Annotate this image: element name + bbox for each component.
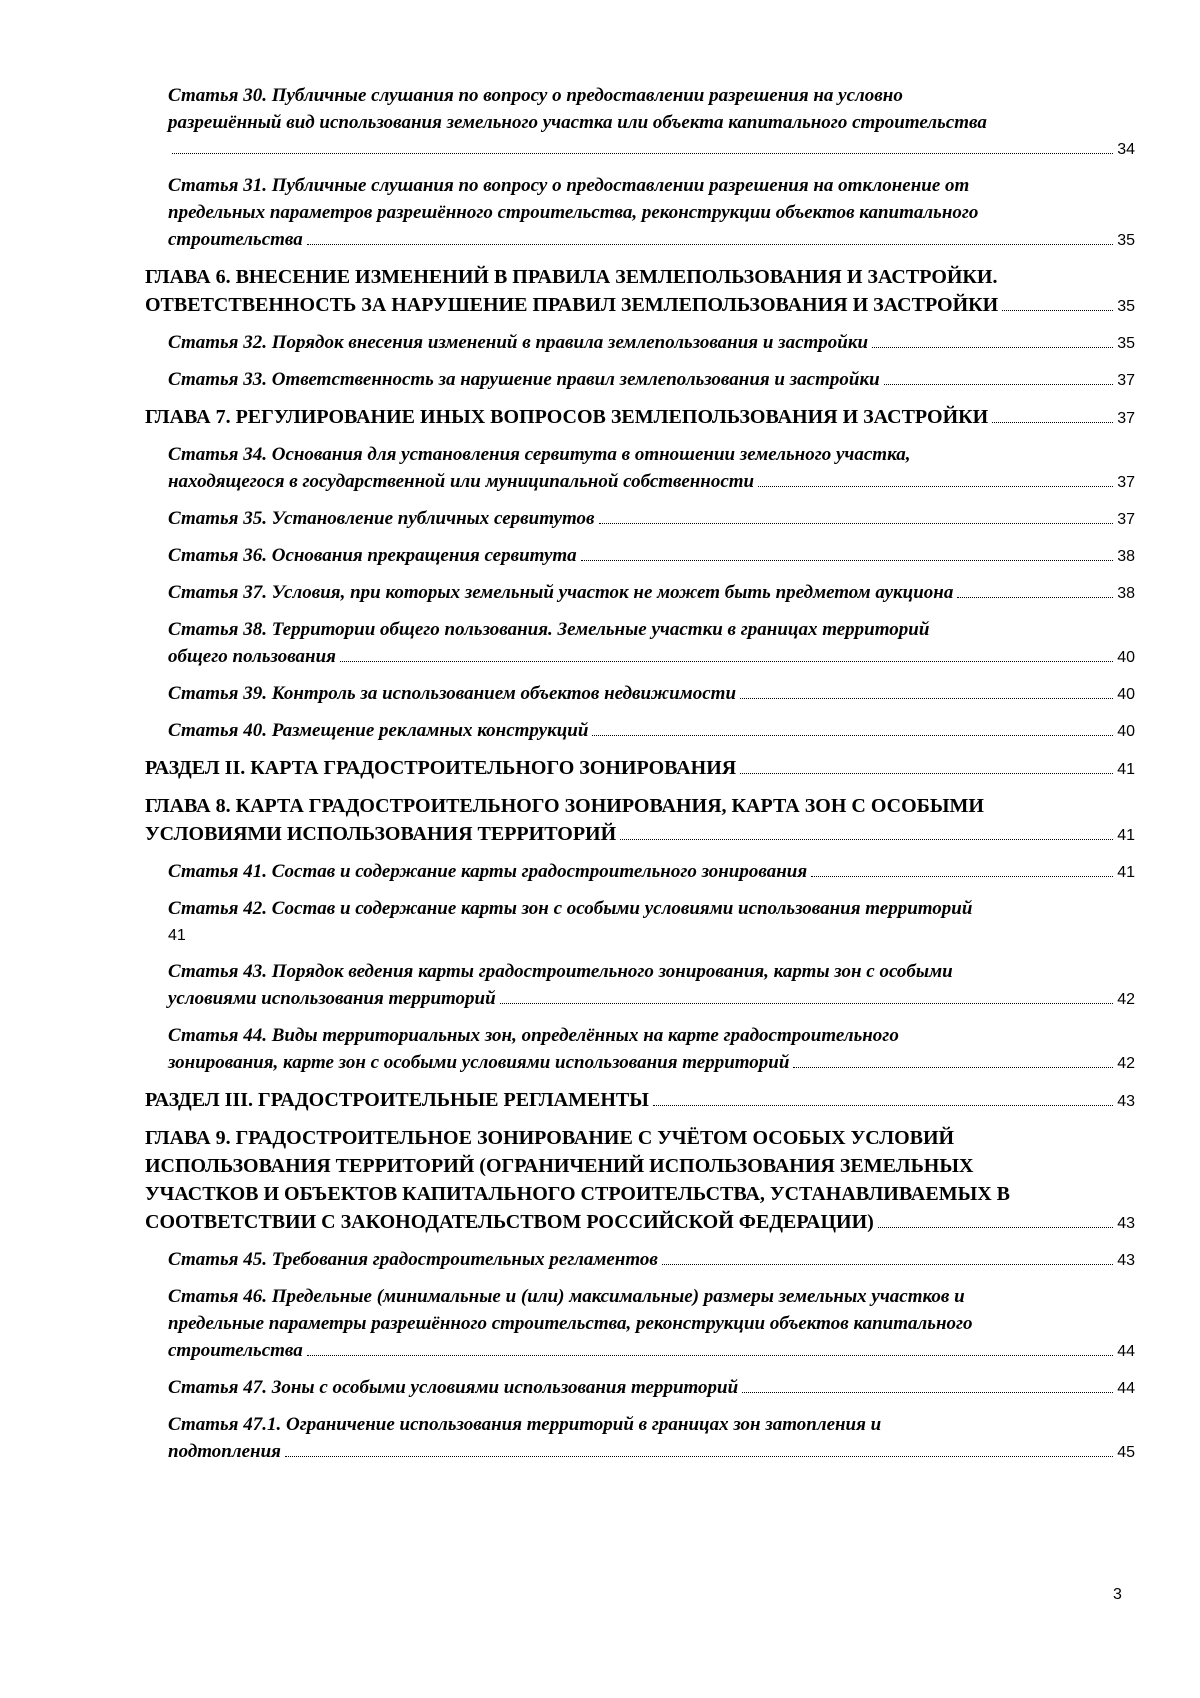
toc-dot-leader (340, 661, 1113, 662)
toc-page-number: 42 (1117, 991, 1135, 1008)
toc-article-entry[interactable] (145, 82, 1135, 163)
toc-leader-row (145, 1208, 1135, 1238)
toc-entry-text-line: Статья 42. Состав и содержание карты зон с особыми условиями использования территорий (168, 898, 973, 919)
toc-entry-text-line: Статья 35. Установление публичных сервитутов (168, 508, 595, 529)
toc-article-entry[interactable] (145, 1246, 1135, 1274)
toc-leader-row (168, 680, 1135, 708)
toc-page-number: 38 (1117, 548, 1135, 565)
toc-entry-text-line: предельные параметры разрешённого строительства, реконструкции объектов капитального (168, 1313, 973, 1334)
toc-leader-row (168, 579, 1135, 607)
toc-entry-text-line: строительства (168, 229, 303, 250)
toc-entry-text-line: ГЛАВА 6. ВНЕСЕНИЕ ИЗМЕНЕНИЙ В ПРАВИЛА ЗЕМЛЕПОЛЬЗОВАНИЯ И ЗАСТРОЙКИ. (145, 266, 998, 288)
toc-entry-text-line: Статья 36. Основания прекращения сервитута (168, 545, 577, 566)
toc-entry-text-line: Статья 41. Состав и содержание карты градостроительного зонирования (168, 861, 808, 882)
toc-dot-leader (653, 1105, 1113, 1106)
toc-page-number: 43 (1117, 1093, 1135, 1110)
toc-leader-row (168, 505, 1135, 533)
toc-dot-leader (758, 486, 1113, 487)
toc-leader-row (145, 754, 1135, 784)
toc-page-number: 34 (1117, 141, 1135, 158)
toc-article-entry[interactable] (145, 579, 1135, 607)
toc-page-number: 35 (1117, 335, 1135, 352)
toc-entry-text-line: зонирования, карте зон с особыми условиями использования территорий (168, 1052, 790, 1073)
toc-entry-text-line: общего пользования (168, 646, 336, 667)
toc-dot-leader (878, 1227, 1113, 1228)
toc-dot-leader (872, 347, 1113, 348)
toc-leader-row (168, 985, 1135, 1013)
toc-article-entry[interactable] (145, 542, 1135, 570)
toc-entry-text-line: разрешённый вид использования земельного участка или объекта капитального строительства (168, 112, 987, 133)
toc-entry-text-line: Статья 33. Ответственность за нарушение правил землепользования и застройки (168, 369, 880, 390)
toc-leader-row (168, 226, 1135, 254)
toc-dot-leader (581, 560, 1114, 561)
toc-chapter-entry[interactable] (145, 792, 1135, 850)
toc-dot-leader (500, 1003, 1114, 1004)
toc-article-entry[interactable] (145, 895, 1135, 949)
toc-dot-leader (740, 773, 1113, 774)
toc-page-number: 45 (1117, 1444, 1135, 1461)
toc-entry-text-line: Статья 44. Виды территориальных зон, определённых на карте градостроительного (168, 1025, 899, 1046)
toc-entry-text-line: Статья 47.1. Ограничение использования территорий в границах зон затопления и (168, 1414, 882, 1435)
toc-entry-text-line: РАЗДЕЛ II. КАРТА ГРАДОСТРОИТЕЛЬНОГО ЗОНИРОВАНИЯ (145, 757, 737, 779)
toc-page-number: 40 (1117, 723, 1135, 740)
toc-entry-text-line: Статья 30. Публичные слушания по вопросу о предоставлении разрешения на условно (168, 85, 903, 106)
toc-leader-row (168, 858, 1135, 886)
toc-article-entry[interactable] (145, 366, 1135, 394)
toc-article-entry[interactable] (145, 329, 1135, 357)
toc-leader-row (168, 1337, 1135, 1365)
toc-leader-row (168, 717, 1135, 745)
toc-entry-text-line: предельных параметров разрешённого строительства, реконструкции объектов капитального (168, 202, 979, 223)
toc-article-entry[interactable] (145, 680, 1135, 708)
toc-dot-leader (620, 839, 1113, 840)
toc-entry-text-line: Статья 47. Зоны с особыми условиями использования территорий (168, 1377, 739, 1398)
toc-dot-leader (742, 1392, 1113, 1393)
toc-entry-text-line: Статья 40. Размещение рекламных конструкций (168, 720, 589, 741)
toc-page-number: 42 (1117, 1055, 1135, 1072)
toc-page-number: 37 (1117, 410, 1135, 427)
toc-page-number: 37 (1117, 372, 1135, 389)
toc-page-number: 41 (1117, 827, 1135, 844)
toc-page-number: 41 (1117, 864, 1135, 881)
toc-entry-text-line: ИСПОЛЬЗОВАНИЯ ТЕРРИТОРИЙ (ОГРАНИЧЕНИЙ ИСПОЛЬЗОВАНИЯ ЗЕМЕЛЬНЫХ (145, 1155, 974, 1177)
toc-entry-text-line: Статья 38. Территории общего пользования. Земельные участки в границах территорий (168, 619, 930, 640)
toc-entry-text-line: СООТВЕТСТВИИ С ЗАКОНОДАТЕЛЬСТВОМ РОССИЙСКОЙ ФЕДЕРАЦИИ) (145, 1211, 874, 1233)
toc-article-entry[interactable] (145, 616, 1135, 671)
toc-article-entry[interactable] (145, 858, 1135, 886)
toc-chapter-entry[interactable] (145, 263, 1135, 321)
toc-dot-leader (662, 1264, 1113, 1265)
toc-leader-row (145, 403, 1135, 433)
toc-dot-leader (884, 384, 1114, 385)
toc-page-number: 40 (1117, 649, 1135, 666)
toc-entry-text-line: Статья 37. Условия, при которых земельный участок не может быть предметом аукциона (168, 582, 954, 603)
toc-article-entry[interactable] (145, 1374, 1135, 1402)
toc-article-entry[interactable] (145, 958, 1135, 1013)
toc-chapter-entry[interactable] (145, 1124, 1135, 1238)
toc-leader-row (168, 1438, 1135, 1466)
toc-leader-row (168, 1374, 1135, 1402)
toc-leader-row (145, 1086, 1135, 1116)
toc-dot-leader (599, 523, 1114, 524)
toc-page-number: 44 (1117, 1380, 1135, 1397)
toc-entry-text-line: подтопления (168, 1441, 281, 1462)
toc-leader-row (168, 136, 1135, 163)
toc-leader-row (145, 820, 1135, 850)
toc-page-number: 35 (1117, 298, 1135, 315)
toc-page-number: 37 (1117, 474, 1135, 491)
toc-dot-leader (992, 422, 1113, 423)
toc-article-entry[interactable] (145, 717, 1135, 745)
toc-dot-leader (172, 153, 1113, 154)
toc-dot-leader (793, 1067, 1113, 1068)
toc-entry-text-line: условиями использования территорий (168, 988, 496, 1009)
toc-article-entry[interactable] (145, 1283, 1135, 1365)
toc-article-entry[interactable] (145, 1411, 1135, 1466)
page-number: 3 (1113, 1586, 1122, 1603)
toc-page-number: 35 (1117, 232, 1135, 249)
toc-dot-leader (811, 876, 1113, 877)
toc-page-number: 43 (1117, 1252, 1135, 1269)
toc-page-number: 44 (1117, 1343, 1135, 1360)
toc-dot-leader (592, 735, 1113, 736)
toc-entry-text-line: РАЗДЕЛ III. ГРАДОСТРОИТЕЛЬНЫЕ РЕГЛАМЕНТЫ (145, 1089, 649, 1111)
toc-entry-text-line: строительства (168, 1340, 303, 1361)
toc-entry-text-line: Статья 46. Предельные (минимальные и (или) максимальные) размеры земельных участков и (168, 1286, 965, 1307)
toc-entry-text-line: Статья 32. Порядок внесения изменений в правила землепользования и застройки (168, 332, 869, 353)
toc-leader-row (168, 1246, 1135, 1274)
toc-entry-text-line: УСЛОВИЯМИ ИСПОЛЬЗОВАНИЯ ТЕРРИТОРИЙ (145, 823, 617, 845)
toc-entry-text-line: ОТВЕТСТВЕННОСТЬ ЗА НАРУШЕНИЕ ПРАВИЛ ЗЕМЛЕПОЛЬЗОВАНИЯ И ЗАСТРОЙКИ (145, 294, 999, 316)
toc-dot-leader (285, 1456, 1113, 1457)
toc-entry-text-line: Статья 39. Контроль за использованием объектов недвижимости (168, 683, 737, 704)
toc-leader-row (168, 1049, 1135, 1077)
toc-dot-leader (307, 244, 1113, 245)
toc-leader-row (168, 542, 1135, 570)
toc-page-number: 38 (1117, 585, 1135, 602)
toc-page-number: 43 (1117, 1215, 1135, 1232)
toc-dot-leader (1002, 310, 1113, 311)
toc-leader-row (168, 643, 1135, 671)
toc-entry-text-line: Статья 43. Порядок ведения карты градостроительного зонирования, карты зон с особыми (168, 961, 953, 982)
toc-leader-row (168, 468, 1135, 496)
toc-entry-text-line: ГЛАВА 9. ГРАДОСТРОИТЕЛЬНОЕ ЗОНИРОВАНИЕ С УЧЁТОМ ОСОБЫХ УСЛОВИЙ (145, 1127, 955, 1149)
table-of-contents (145, 82, 1135, 1475)
toc-leader-row (145, 291, 1135, 321)
toc-chapter-entry[interactable] (145, 403, 1135, 433)
toc-dot-leader (740, 698, 1113, 699)
toc-entry-text-line: Статья 45. Требования градостроительных регламентов (168, 1249, 658, 1270)
toc-entry-text-line: Статья 31. Публичные слушания по вопросу о предоставлении разрешения на отклонение от (168, 175, 970, 196)
toc-page-number: 37 (1117, 511, 1135, 528)
toc-article-entry[interactable] (145, 505, 1135, 533)
toc-dot-leader (307, 1355, 1113, 1356)
toc-article-entry[interactable] (145, 1022, 1135, 1077)
toc-entry-text-line: ГЛАВА 8. КАРТА ГРАДОСТРОИТЕЛЬНОГО ЗОНИРОВАНИЯ, КАРТА ЗОН С ОСОБЫМИ (145, 795, 984, 817)
toc-chapter-entry[interactable] (145, 1086, 1135, 1116)
toc-entry-text-line: находящегося в государственной или муниципальной собственности (168, 471, 755, 492)
toc-dot-leader (957, 597, 1113, 598)
toc-page-number: 41 (168, 927, 186, 944)
toc-page-number: 40 (1117, 686, 1135, 703)
toc-entry-text-line: ГЛАВА 7. РЕГУЛИРОВАНИЕ ИНЫХ ВОПРОСОВ ЗЕМЛЕПОЛЬЗОВАНИЯ И ЗАСТРОЙКИ (145, 406, 989, 428)
toc-page-number: 41 (1117, 761, 1135, 778)
toc-article-entry[interactable] (145, 441, 1135, 496)
toc-leader-row (168, 329, 1135, 357)
toc-article-entry[interactable] (145, 172, 1135, 254)
toc-entry-text-line: Статья 34. Основания для установления сервитута в отношении земельного участка, (168, 444, 911, 465)
toc-chapter-entry[interactable] (145, 754, 1135, 784)
toc-leader-row (168, 366, 1135, 394)
toc-entry-text-line: УЧАСТКОВ И ОБЪЕКТОВ КАПИТАЛЬНОГО СТРОИТЕЛЬСТВА, УСТАНАВЛИВАЕМЫХ В (145, 1183, 1010, 1205)
